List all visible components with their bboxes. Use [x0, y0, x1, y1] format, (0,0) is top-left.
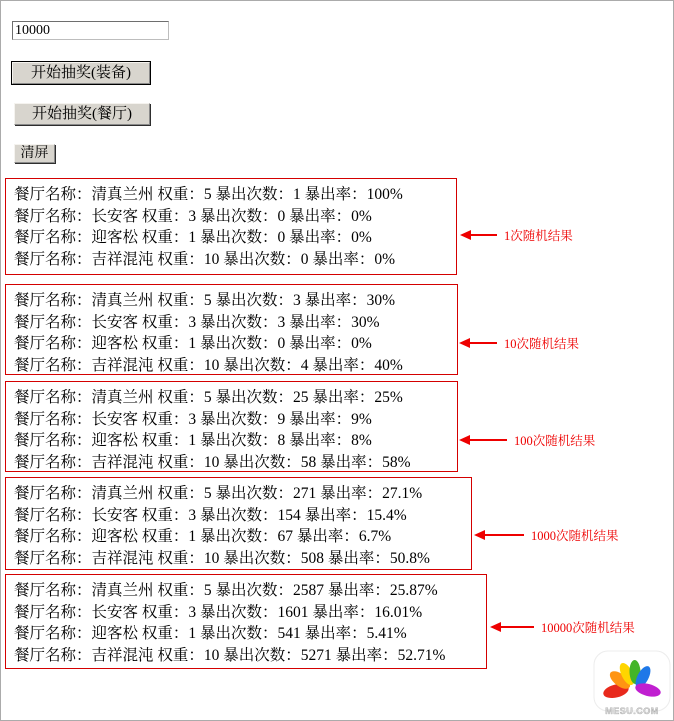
site-watermark	[593, 650, 671, 718]
annotation-label: 10000次随机结果	[541, 620, 635, 635]
result-row: 餐厅名称：迎客松 权重：1 暴出次数：541 暴出率：5.41%	[14, 625, 407, 643]
result-row: 餐厅名称：迎客松 权重：1 暴出次数：8 暴出率：8%	[14, 432, 372, 450]
result-box-1000	[5, 477, 472, 570]
result-row: 餐厅名称：清真兰州 权重：5 暴出次数：2587 暴出率：25.87%	[14, 582, 438, 599]
result-box-1	[5, 178, 457, 275]
left-arrow-icon	[460, 230, 471, 240]
annotation-10000	[490, 618, 635, 635]
left-arrow-icon	[490, 622, 501, 632]
result-row: 餐厅名称：吉祥混沌 权重：10 暴出次数：508 暴出率：50.8%	[14, 549, 430, 567]
result-row: 餐厅名称：长安客 权重：3 暴出次数：0 暴出率：0%	[14, 207, 372, 225]
left-arrow-icon	[474, 530, 485, 540]
arrow-line	[501, 626, 534, 628]
result-row: 餐厅名称：清真兰州 权重：5 暴出次数：3 暴出率：30%	[14, 292, 396, 309]
result-row: 餐厅名称：清真兰州 权重：5 暴出次数：25 暴出率：25%	[14, 389, 403, 406]
result-row: 餐厅名称：长安客 权重：3 暴出次数：154 暴出率：15.4%	[14, 506, 407, 524]
result-row: 餐厅名称：迎客松 权重：1 暴出次数：0 暴出率：0%	[14, 335, 372, 353]
result-row: 餐厅名称：清真兰州 权重：5 暴出次数：1 暴出率：100%	[14, 186, 403, 203]
result-row: 餐厅名称：长安客 权重：3 暴出次数：3 暴出率：30%	[14, 313, 380, 331]
result-row: 餐厅名称：吉祥混沌 权重：10 暴出次数：0 暴出率：0%	[14, 250, 396, 268]
result-row: 餐厅名称：吉祥混沌 权重：10 暴出次数：4 暴出率：40%	[14, 356, 403, 374]
result-box-100	[5, 381, 458, 472]
arrow-line	[485, 534, 524, 536]
annotation-1000	[474, 526, 619, 543]
arrow-line	[470, 342, 497, 344]
annotation-label: 1000次随机结果	[531, 528, 619, 543]
peacock-logo-icon	[593, 650, 671, 718]
result-row: 餐厅名称：迎客松 权重：1 暴出次数：0 暴出率：0%	[14, 229, 372, 247]
annotation-label: 1次随机结果	[504, 228, 573, 243]
arrow-line	[471, 234, 497, 236]
left-arrow-icon	[459, 435, 470, 445]
annotation-10	[459, 334, 579, 351]
result-row: 餐厅名称：清真兰州 权重：5 暴出次数：271 暴出率：27.1%	[14, 485, 423, 502]
clear-button[interactable]: 清屏	[14, 144, 55, 163]
annotation-label: 100次随机结果	[514, 433, 596, 448]
result-row: 餐厅名称：迎客松 权重：1 暴出次数：67 暴出率：6.7%	[14, 528, 392, 546]
result-row: 餐厅名称：长安客 权重：3 暴出次数：1601 暴出率：16.01%	[14, 603, 423, 621]
annotation-100	[459, 431, 595, 448]
watermark-text: MESU.COM	[605, 706, 659, 716]
draw-restaurant-button[interactable]: 开始抽奖(餐厅)	[14, 103, 150, 125]
annotation-1	[460, 226, 573, 243]
result-box-10000	[5, 574, 487, 669]
left-arrow-icon	[459, 338, 470, 348]
count-input[interactable]	[12, 21, 169, 40]
result-box-10	[5, 284, 458, 375]
result-row: 餐厅名称：吉祥混沌 权重：10 暴出次数：58 暴出率：58%	[14, 453, 411, 471]
draw-equipment-button[interactable]: 开始抽奖(装备)	[12, 62, 150, 84]
result-row: 餐厅名称：长安客 权重：3 暴出次数：9 暴出率：9%	[14, 410, 372, 428]
annotation-label: 10次随机结果	[504, 336, 580, 351]
result-row: 餐厅名称：吉祥混沌 权重：10 暴出次数：5271 暴出率：52.71%	[14, 646, 446, 664]
arrow-line	[470, 439, 507, 441]
